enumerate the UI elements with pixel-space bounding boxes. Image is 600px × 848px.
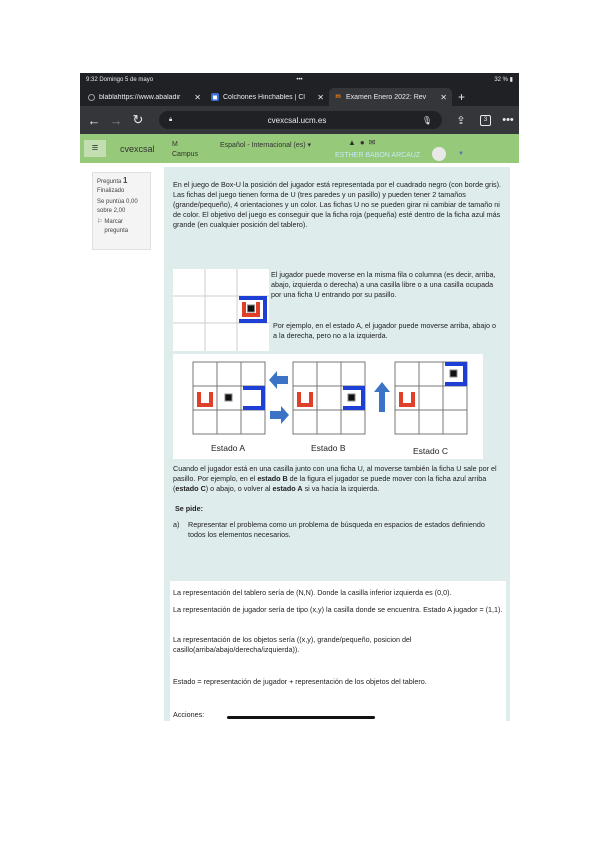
forward-arrow-icon[interactable]: → (109, 112, 123, 128)
address-bar[interactable] (159, 111, 442, 129)
campus-label: M Campus (172, 141, 199, 158)
board-state-b (293, 362, 365, 434)
multitask-dots[interactable]: ••• (296, 76, 303, 83)
answer-line-5: Acciones: (173, 710, 205, 719)
site-brand[interactable]: cvexcsal (120, 143, 155, 154)
language-selector[interactable]: Español - Internacional (es) ▾ (220, 142, 312, 149)
board-state-c (395, 362, 467, 434)
chat-icon[interactable]: ● (359, 138, 369, 147)
asks-heading: Se pide: (175, 504, 203, 513)
mail-icon[interactable]: ✉ (368, 138, 380, 147)
example-text: Por ejemplo, en el estado A, el jugador puede moverse arriba, abajo o a la derecha, pero no a la izquierda. (273, 321, 496, 340)
arrow-up-icon (374, 382, 390, 412)
state-a-label: Estado A (211, 443, 246, 453)
chevron-down-icon[interactable]: ▼ (458, 151, 464, 157)
close-icon[interactable]: ✕ (194, 92, 201, 102)
tab-title: blablahttps://www.abaladir (99, 93, 181, 101)
tab-switcher-button[interactable]: 3 (480, 115, 491, 126)
move-rule-text: El jugador puede moverse en la misma fila o columna (es decir, arriba, abajo, izquierda o derecha) a una casilla libre o a una casilla ocupada por una ficha U entrando por su pasillo. (271, 270, 496, 299)
share-icon[interactable]: ⇪ (456, 114, 466, 127)
state-c-label: Estado C (413, 446, 448, 456)
menu-toggle-button[interactable]: ≡ (84, 140, 106, 157)
state-b-label: Estado B (311, 443, 346, 453)
home-indicator[interactable] (227, 716, 375, 719)
user-name[interactable]: ESTHER BABON ARCAUZ (335, 152, 421, 159)
status-time: 9:32 Domingo 5 de mayo (86, 76, 154, 83)
tablet-screen (80, 73, 519, 721)
answer-line-1: La representación del tablero sería de (N,N). Donde la casilla inferior izquierda es (0,0). (173, 588, 452, 597)
avatar[interactable] (432, 147, 446, 161)
status-bar (80, 73, 519, 86)
url-text: cvexcsal.ucm.es (267, 115, 327, 125)
lock-icon: 🔒︎ (169, 116, 173, 123)
bell-icon[interactable]: ▲ (348, 138, 360, 147)
header-icons (348, 138, 379, 147)
states-diagram (173, 354, 483, 459)
tab-title: Colchones Hinchables | Cl (223, 93, 305, 101)
question-number: 1 (123, 176, 128, 185)
flag-question-link[interactable] (97, 218, 146, 236)
part-a-letter: a) (173, 520, 180, 529)
tab-blablahttps[interactable] (83, 88, 206, 106)
browser-toolbar (80, 106, 519, 134)
reload-icon[interactable]: ↻ (132, 112, 144, 127)
close-icon[interactable]: ✕ (440, 92, 447, 102)
mattress-site-icon: ◼ (212, 94, 218, 101)
close-icon[interactable]: ✕ (317, 92, 324, 102)
tab-colchones[interactable] (206, 88, 329, 106)
site-header (80, 134, 519, 163)
flag-icon: ⚐ (97, 219, 103, 225)
carry-rule-text: Cuando el jugador está en una casilla junto con una ficha U, al moverse también la ficha U sale por el pasillo. Por ejemplo, en el estado B de la figura el jugador se puede mover con la ficha azul arriba (estado C) o abajo, o volver al estado A si va hacia la izquierda. (173, 464, 497, 493)
answer-line-3: La representación de los objetos sería ((x,y), grande/pequeño, posicion del casillo(arriba/abajo/derecha/izquierda)). (173, 635, 412, 654)
moodle-icon: m (335, 94, 341, 100)
question-score: Se puntúa 0,00 sobre 2,00 (97, 199, 138, 214)
new-tab-icon[interactable]: + (458, 90, 466, 104)
globe-icon (88, 94, 95, 101)
answer-line-2: La representación de jugador sería de tipo (x,y) la casilla donde se encuentra. Estado A jugador = (1,1). (173, 605, 503, 614)
tab-examen[interactable] (329, 88, 452, 106)
arrow-left-icon (269, 371, 288, 389)
microphone-icon[interactable]: 🎙︎ (421, 115, 432, 125)
question-intro: En el juego de Box-U la posición del jugador está representada por el cuadrado negro (con borde gris). Las fichas del juego tienen forma de U (tres paredes y un pasillo) y pueden tener 2 tamaños (grande/pequeño), 4 orientaciones y un color. Las fichas U no se pueden girar ni cambiar de tamaño ni de color. El objetivo del juego es conseguir que la ficha roja (pequeña) esté dentro de la ficha azul más grande (en cualquier posición del tablero). (173, 180, 502, 229)
tab-title: Examen Enero 2022: Rev (346, 93, 427, 101)
answer-line-4: Estado = representación de jugador + representación de los objetos del tablero. (173, 677, 427, 686)
battery-indicator: 32 % ▮ (494, 77, 513, 83)
board-diagram (173, 269, 269, 351)
more-options-icon[interactable]: ••• (502, 114, 514, 126)
flag-label: Marcar pregunta (104, 219, 129, 234)
part-a-text: Representar el problema como un problema de búsqueda en espacios de estados definiendo todos los elementos necesarios. (188, 520, 485, 539)
question-label: Pregunta (97, 179, 122, 185)
arrow-right-icon (270, 406, 289, 424)
question-state: Finalizado (97, 188, 125, 194)
back-arrow-icon[interactable]: ← (87, 112, 101, 128)
question-info (92, 172, 151, 250)
tab-strip (80, 86, 519, 106)
board-state-a (193, 362, 265, 434)
